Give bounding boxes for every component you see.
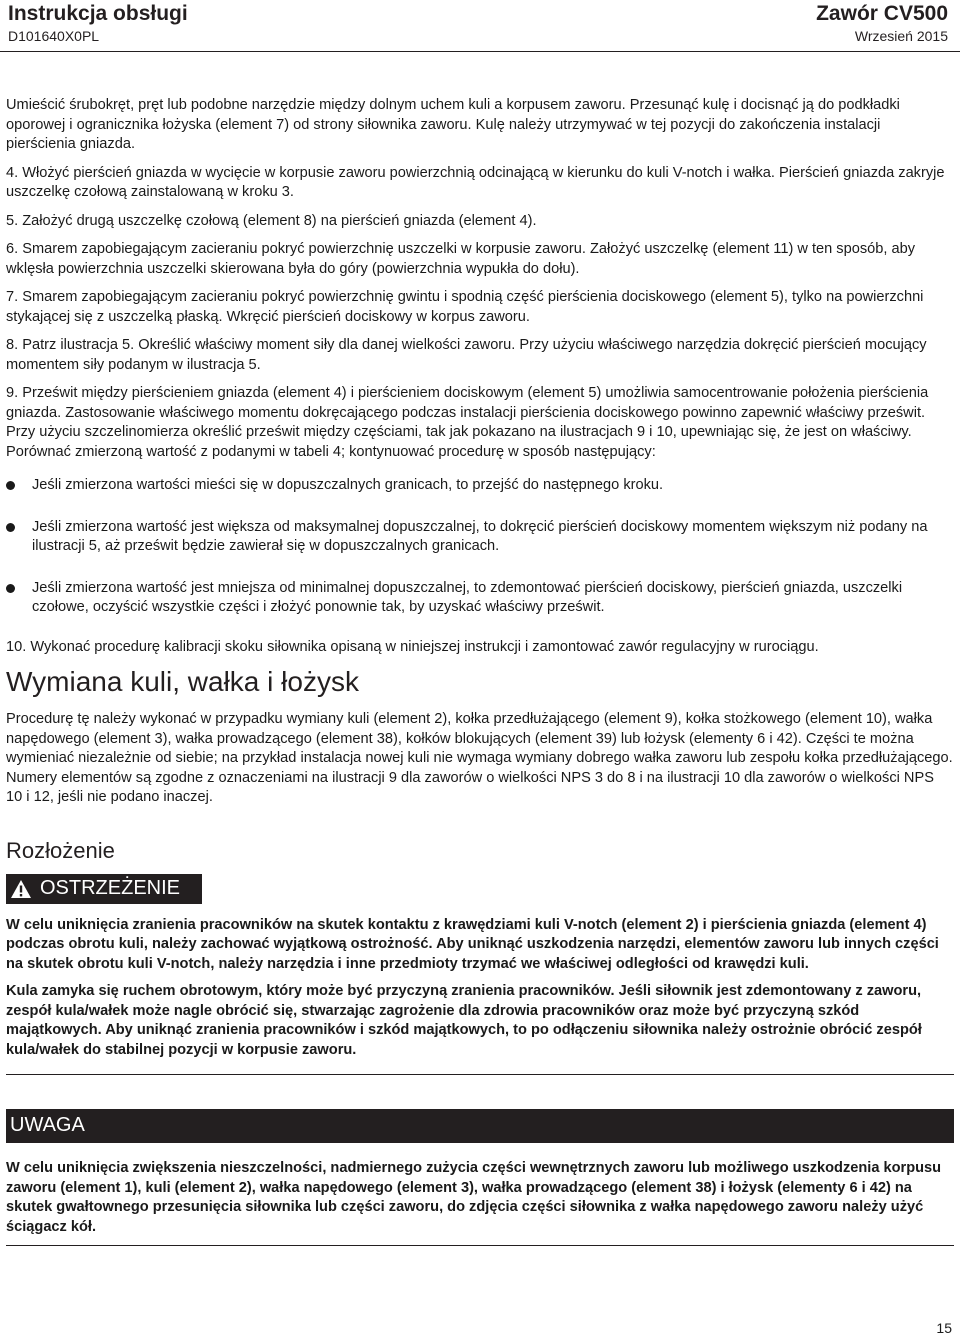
step-number: 10. xyxy=(6,638,27,655)
note-label-bar xyxy=(6,1109,954,1143)
step-number: 5. xyxy=(6,212,19,229)
step-number: 7. xyxy=(6,289,19,305)
step-text: Smarem zapobiegającym zacieraniu pokryć powierzchnię uszczelki w korpusie zaworu. Założyć uszczelkę (element 11) w ten sposób, aby wklęsła powierzchnia uszczelki skierowana była do góry (powierzchnia wypukła do dołu). xyxy=(6,241,916,277)
bullet-item xyxy=(6,579,954,618)
bullet-text: Jeśli zmierzona wartość jest większa od maksymalnej dopuszczalnej, to dokręcić pierścień dociskowy momentem większym niż podany na ilustracji 5, aż prześwit będzie zawierał się w dopuszczalnych granicach. xyxy=(32,518,928,554)
step-text: Włożyć pierścień gniazda w wycięcie w korpusie zaworu powierzchnią odcinającą w kierunku do kuli V-notch i wałka. Pierścień gniazda zakryje uszczelkę czołową zainstalowaną w kroku 3. xyxy=(6,164,945,200)
header-divider xyxy=(0,51,960,52)
note-label: UWAGA xyxy=(10,1114,85,1137)
doc-date: Wrzesień 2015 xyxy=(854,28,948,44)
step-9 xyxy=(6,384,954,462)
step-text: Wykonać procedurę kalibracji skoku siłownika opisaną w niniejszej instrukcji i zamontować zawór regulacyjny w rurociągu. xyxy=(30,638,819,655)
bullet-text: Jeśli zmierzona wartości mieści się w dopuszczalnych granicach, to przejść do następnego kroku. xyxy=(32,477,664,493)
intro-paragraph: Umieścić śrubokręt, pręt lub podobne narzędzie między dolnym uchem kuli a korpusem zaworu. Przesunąć kulę i docisnąć ją do podkładki oporowej i ogranicznika łożyska (element 7) od strony siłownika zaworu. Kulę należy utrzymywać w tej pozycji do zakończenia instalacji pierścienia gniazda. xyxy=(6,97,900,152)
bullet-dot-icon xyxy=(6,584,15,593)
subsection-title: Rozłożenie xyxy=(6,837,115,863)
step-6 xyxy=(6,240,954,279)
bullet-item xyxy=(6,476,954,496)
step-text: Smarem zapobiegającym zacieraniu pokryć powierzchnię gwintu i spodnią część pierścienia dociskowego (element 5), tylko na powierzchni stykającej się z uszczelką płaską. Wkręcić pierścień dociskowy w korpus zaworu. xyxy=(6,289,924,325)
bullet-dot-icon xyxy=(6,523,15,532)
step-number: 8. xyxy=(6,337,19,353)
note-paragraph: W celu uniknięcia zwiększenia nieszczelności, nadmiernego zużycia części wewnętrznych zaworu lub możliwego uszkodzenia korpusu zaworu (element 1), kuli (element 2), wałka napędowego (element 3), wałka prowadzącego (element 38) i łożysk (elementy 6 i 42) na skutek gwałtownego przesunięcia siłownika lub części zaworu, do zdjęcia części siłownika z wałka napędowego zaworu należy użyć ściągacz kół. xyxy=(6,1160,942,1235)
step-number: 4. xyxy=(6,164,19,181)
bullet-text: Jeśli zmierzona wartość jest mniejsza od minimalnej dopuszczalnej, to zdemontować pierścień dociskowy, pierścień gniazda, uszczelki czołowe, oczyścić wszystkie części i złożyć ponownie tak, by uzyskać właściwy prześwit. xyxy=(32,579,903,615)
section-title: Wymiana kuli, wałka i łożysk xyxy=(6,666,359,697)
warning-paragraph: W celu uniknięcia zranienia pracowników na skutek kontaktu z krawędziami kuli V-notch (element 2) i pierścienia gniazda (element 4) podczas obrotu kuli, należy zachować wyjątkową ostrożność. Aby uniknąć uszkodzenia narzędzi, elementów zaworu lub innych części na skutek obrotu kuli V-notch, należy narzędzia i inne przedmioty trzymać we właściwej odległości od krawędzi kuli. xyxy=(6,916,939,972)
warning-triangle-icon xyxy=(10,879,32,899)
step-text: Patrz ilustracja 5. Określić właściwy moment siły dla danej wielkości zaworu. Przy użyciu właściwego narzędzia dokręcić pierścień mocujący momentem siły podanym w ilustracja 5. xyxy=(6,337,927,373)
section-paragraph: Procedurę tę należy wykonać w przypadku wymiany kuli (element 2), kołka przedłużającego (element 9), kołka stożkowego (element 10), wałka napędowego (element 3), wałka prowadzącego (element 38), kołków blokujących (element 39) lub łożysk (elementy 6 i 42). Części te można wymieniać niezależnie od siebie; na przykład instalacja nowej kuli nie wymaga wymiany dobrego wałka zaworu lub zespołu kołka przedłużającego. Numery elementów są zgodne z oznaczeniami na ilustracji 9 dla zaworów o wielkości NPS 3 do 8 i na ilustracji 10 dla zaworów o wielkości NPS 10 i 12, jeśli nie podano inaczej. xyxy=(6,711,953,805)
header-left xyxy=(8,2,188,45)
step-10 xyxy=(6,638,954,658)
bullet-dot-icon xyxy=(6,481,15,490)
step-4 xyxy=(6,164,954,203)
step-text: Założyć drugą uszczelkę czołową (element 8) na pierścień gniazda (element 4). xyxy=(22,212,537,229)
bullet-item xyxy=(6,518,954,557)
header-right xyxy=(816,2,948,45)
warning-label: OSTRZEŻENIE xyxy=(40,876,181,899)
manual-title: Instrukcja obsługi xyxy=(8,2,188,25)
warning-paragraph: Kula zamyka się ruchem obrotowym, który może być przyczyną zranienia pracowników. Jeśli siłownik jest zdemontowany z zaworu, zespół kula/wałek może nagle obrócić się, stwarzając zagrożenie dla zdrowia pracowników oraz może być przyczyną szkód majątkowych. Aby uniknąć zranienia pracowników i szkód majątkowych, to po odłączeniu siłownika należy ostrożnie obrócić zespół kula/wałek do stabilnej pozycji w korpusie zaworu. xyxy=(6,983,922,1058)
step-text: Prześwit między pierścieniem gniazda (element 4) i pierścieniem dociskowym (element 5) umożliwia samocentrowanie położenia pierścienia gniazda. Zastosowanie właściwego momentu dokręcającego podczas instalacji pierścienia dociskowego powinno zapewnić właściwy prześwit. Przy użyciu szczelinomierza określić prześwit między częściami, tak jak pokazano na ilustracjach 9 i 10, upewniając się, że jest on właściwy. Porównać zmierzoną wartość z podanymi w tabeli 4; kontynuować procedurę w sposób następujący: xyxy=(6,385,929,460)
warning-label-bar xyxy=(6,874,202,904)
step-number: 9. xyxy=(6,385,19,401)
product-title: Zawór CV500 xyxy=(816,2,948,25)
warning-box xyxy=(6,904,954,1076)
note-box xyxy=(6,1143,954,1246)
page-header xyxy=(0,0,960,62)
doc-number: D101640X0PL xyxy=(8,28,100,44)
step-number: 6. xyxy=(6,241,19,257)
step-5 xyxy=(6,212,954,232)
page-number: 15 xyxy=(936,1320,952,1336)
main-content xyxy=(6,96,954,1246)
step-8 xyxy=(6,336,954,375)
step-7 xyxy=(6,288,954,327)
